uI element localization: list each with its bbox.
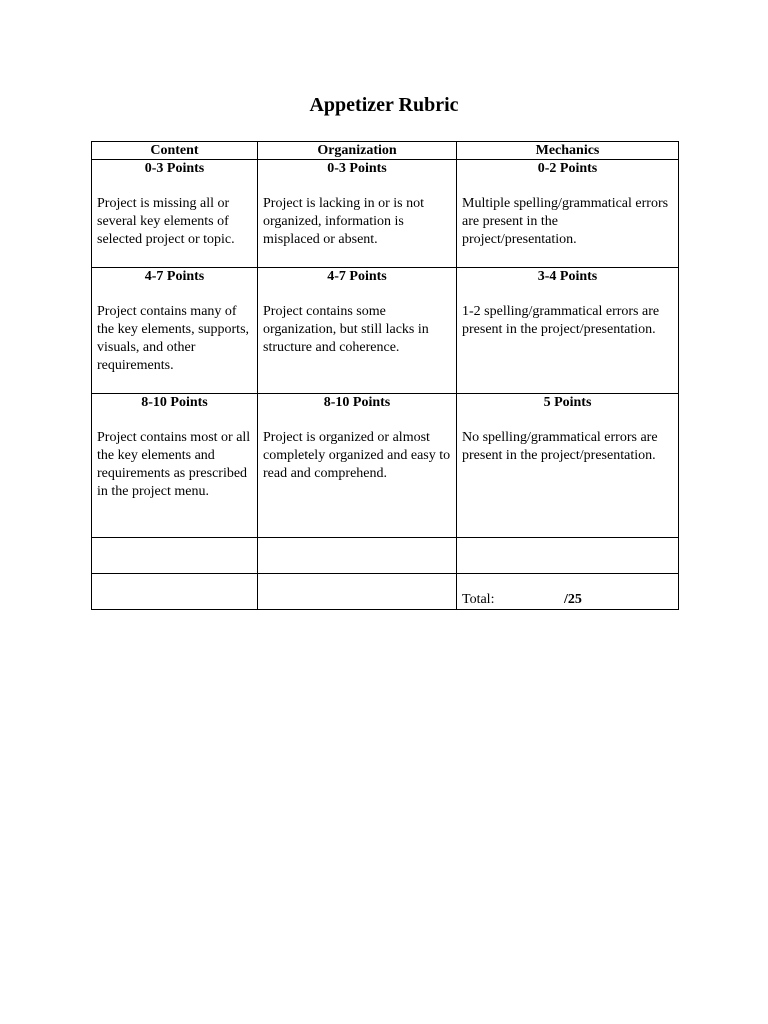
cell-mechanics xyxy=(457,268,679,394)
cell-content xyxy=(92,394,258,538)
table-row xyxy=(92,160,679,268)
criteria-text: 1-2 spelling/grammatical errors are present in the project/presentation. xyxy=(462,304,660,337)
blank-score-row xyxy=(92,538,679,574)
criteria-text: Project contains many of the key elements, supports, visuals, and other requirements. xyxy=(97,304,250,373)
criteria-text: Project is lacking in or is not organized, information is misplaced or absent. xyxy=(263,196,424,247)
points-label: 4-7 Points xyxy=(327,269,387,284)
total-cell[interactable] xyxy=(457,574,679,610)
cell-mechanics xyxy=(457,160,679,268)
cell-mechanics xyxy=(457,394,679,538)
criteria-text: Multiple spelling/grammatical errors are present in the project/presentation. xyxy=(462,196,669,247)
points-label: 5 Points xyxy=(543,395,592,410)
page-title: Appetizer Rubric xyxy=(309,94,459,116)
score-cell-mechanics[interactable] xyxy=(457,538,679,574)
rubric-table xyxy=(91,141,679,610)
cell-organization xyxy=(258,268,457,394)
cell-organization xyxy=(258,394,457,538)
header-row xyxy=(92,142,679,160)
cell-content xyxy=(92,160,258,268)
points-label: 0-2 Points xyxy=(537,161,598,176)
score-cell-content[interactable] xyxy=(92,538,258,574)
score-cell-organization[interactable] xyxy=(258,538,457,574)
points-label: 3-4 Points xyxy=(537,269,598,284)
total-label: Total: xyxy=(462,592,495,607)
points-label: 0-3 Points xyxy=(144,161,205,176)
points-label: 8-10 Points xyxy=(141,395,208,410)
header-organization: Organization xyxy=(258,142,457,160)
blank-cell xyxy=(258,574,457,610)
table-row xyxy=(92,268,679,394)
header-content: Content xyxy=(92,142,258,160)
criteria-text: Project contains most or all the key elements and requirements as prescribed in the project menu. xyxy=(97,430,251,499)
blank-cell xyxy=(92,574,258,610)
table-row xyxy=(92,394,679,538)
header-mechanics: Mechanics xyxy=(457,142,679,160)
points-label: 8-10 Points xyxy=(323,395,391,410)
cell-organization xyxy=(258,160,457,268)
criteria-text: Project is missing all or several key elements of selected project or topic. xyxy=(97,196,235,247)
points-label: 4-7 Points xyxy=(144,269,205,284)
criteria-text: Project is organized or almost completely organized and easy to read and comprehend. xyxy=(263,430,451,481)
criteria-text: Project contains some organization, but still lacks in structure and coherence. xyxy=(263,304,429,355)
total-row xyxy=(92,574,679,610)
cell-content xyxy=(92,268,258,394)
total-value: /25 xyxy=(564,592,582,607)
points-label: 0-3 Points xyxy=(327,161,387,176)
criteria-text: No spelling/grammatical errors are present in the project/presentation. xyxy=(462,430,658,463)
